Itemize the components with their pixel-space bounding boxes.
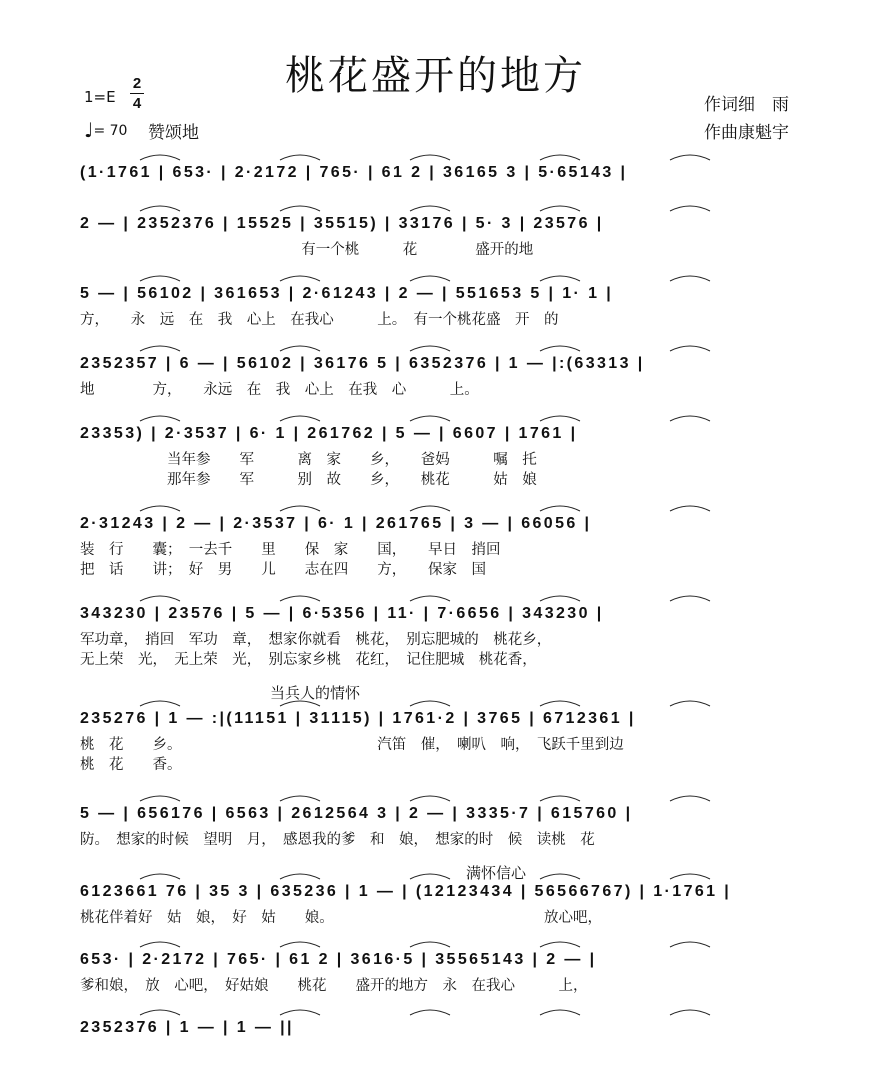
- composer-credit: 作曲康魁宇: [704, 123, 789, 143]
- slur-marks: [80, 935, 790, 949]
- tempo-value: = 70: [93, 123, 128, 139]
- key-signature: 1=E: [84, 88, 116, 106]
- lyric-line: 无上荣 光， 无上荣 光， 别忘家乡桃 花红， 记住肥城 桃花香，: [80, 652, 537, 668]
- lyric-line: 方， 永 远 在 我 心上 在我心 上。 有一个桃花盛 开 的: [80, 312, 559, 328]
- notation-line: 23353) | 2·3537 | 6· 1 | 261762 | 5 — | 6607 | 1761 |: [80, 425, 578, 442]
- lyric-line: 桃 花 乡。 汽笛 催， 喇叭 响， 飞跃千里到边: [80, 737, 624, 753]
- notation-line: 5 — | 656176 | 6563 | 2612564 3 | 2 — | 3335·7 | 615760 |: [80, 805, 633, 822]
- lyric-line: 有一个桃 花 盛开的地: [80, 242, 534, 258]
- notation-line: (1·1761 | 653· | 2·2172 | 765· | 61 2 | 36165 3 | 5·65143 |: [80, 164, 628, 181]
- notation-line: 5 — | 56102 | 361653 | 2·61243 | 2 — | 551653 5 | 1· 1 |: [80, 285, 614, 302]
- notation-line: 343230 | 23576 | 5 — | 6·5356 | 11· | 7·6656 | 343230 |: [80, 605, 604, 622]
- slur-marks: [80, 409, 790, 423]
- slur-marks: [80, 867, 790, 881]
- slur-marks: [80, 589, 790, 603]
- tempo-marking: [84, 118, 127, 142]
- slur-marks: [80, 148, 790, 162]
- slur-marks: [80, 269, 790, 283]
- lyricist-credit: 作词细 雨: [704, 95, 789, 115]
- slur-marks: [80, 499, 790, 513]
- slur-marks: [80, 694, 790, 708]
- lyric-line: 把 话 讲； 好 男 儿 志在四 方， 保家 国: [80, 562, 486, 578]
- notation-line: 2·31243 | 2 — | 2·3537 | 6· 1 | 261765 | 3 — | 66056 |: [80, 515, 592, 532]
- lyric-line: 爹和娘， 放 心吧， 好姑娘 桃花 盛开的地方 永 在我心 上，: [80, 978, 588, 994]
- time-signature-bottom: 4: [132, 95, 142, 112]
- quarter-note-icon: ♩: [84, 118, 94, 142]
- section-annotation: 满怀信心: [466, 864, 527, 882]
- lyric-line: 当年参 军 离 家 乡， 爸妈 嘱 托: [80, 452, 537, 468]
- notation-line: 2352376 | 1 — | 1 — ||: [80, 1019, 294, 1036]
- slur-marks: [80, 339, 790, 353]
- lyric-line: 那年参 军 别 故 乡， 桃花 姑 娘: [80, 472, 537, 488]
- lyric-line: 桃 花 香。: [80, 757, 182, 773]
- notation-line: 6123661 76 | 35 3 | 635236 | 1 — | (12123434 | 56566767) | 1·1761 |: [80, 883, 732, 900]
- song-title: 桃花盛开的地方: [285, 53, 586, 99]
- slur-marks: [80, 789, 790, 803]
- slur-marks: [80, 199, 790, 213]
- section-annotation: 当兵人的情怀: [270, 684, 361, 702]
- lyric-line: 地 方， 永远 在 我 心上 在我 心 上。: [80, 382, 479, 398]
- notation-line: 2 — | 2352376 | 15525 | 35515) | 33176 | 5· 3 | 23576 |: [80, 215, 604, 232]
- slur-marks: [80, 1003, 790, 1017]
- notation-line: 653· | 2·2172 | 765· | 61 2 | 3616·5 | 35565143 | 2 — |: [80, 951, 597, 968]
- lyric-line: 军功章， 捎回 军功 章， 想家你就看 桃花， 别忘肥城的 桃花乡，: [80, 632, 552, 648]
- lyric-line: 防。 想家的时候 望明 月， 感恩我的爹 和 娘， 想家的时 候 读桃 花: [80, 832, 595, 848]
- expression-marking: 赞颂地: [148, 123, 199, 143]
- time-signature: [130, 76, 144, 111]
- notation-line: 2352357 | 6 — | 56102 | 36176 5 | 6352376 | 1 — |:(63313 |: [80, 355, 645, 372]
- notation-line: 235276 | 1 — :|(11151 | 31115) | 1761·2 | 3765 | 6712361 |: [80, 710, 636, 727]
- time-signature-top: 2: [132, 75, 142, 92]
- lyric-line: 装 行 囊； 一去千 里 保 家 国， 早日 捎回: [80, 542, 501, 558]
- lyric-line: 桃花伴着好 姑 娘， 好 姑 娘。 放心吧，: [80, 910, 602, 926]
